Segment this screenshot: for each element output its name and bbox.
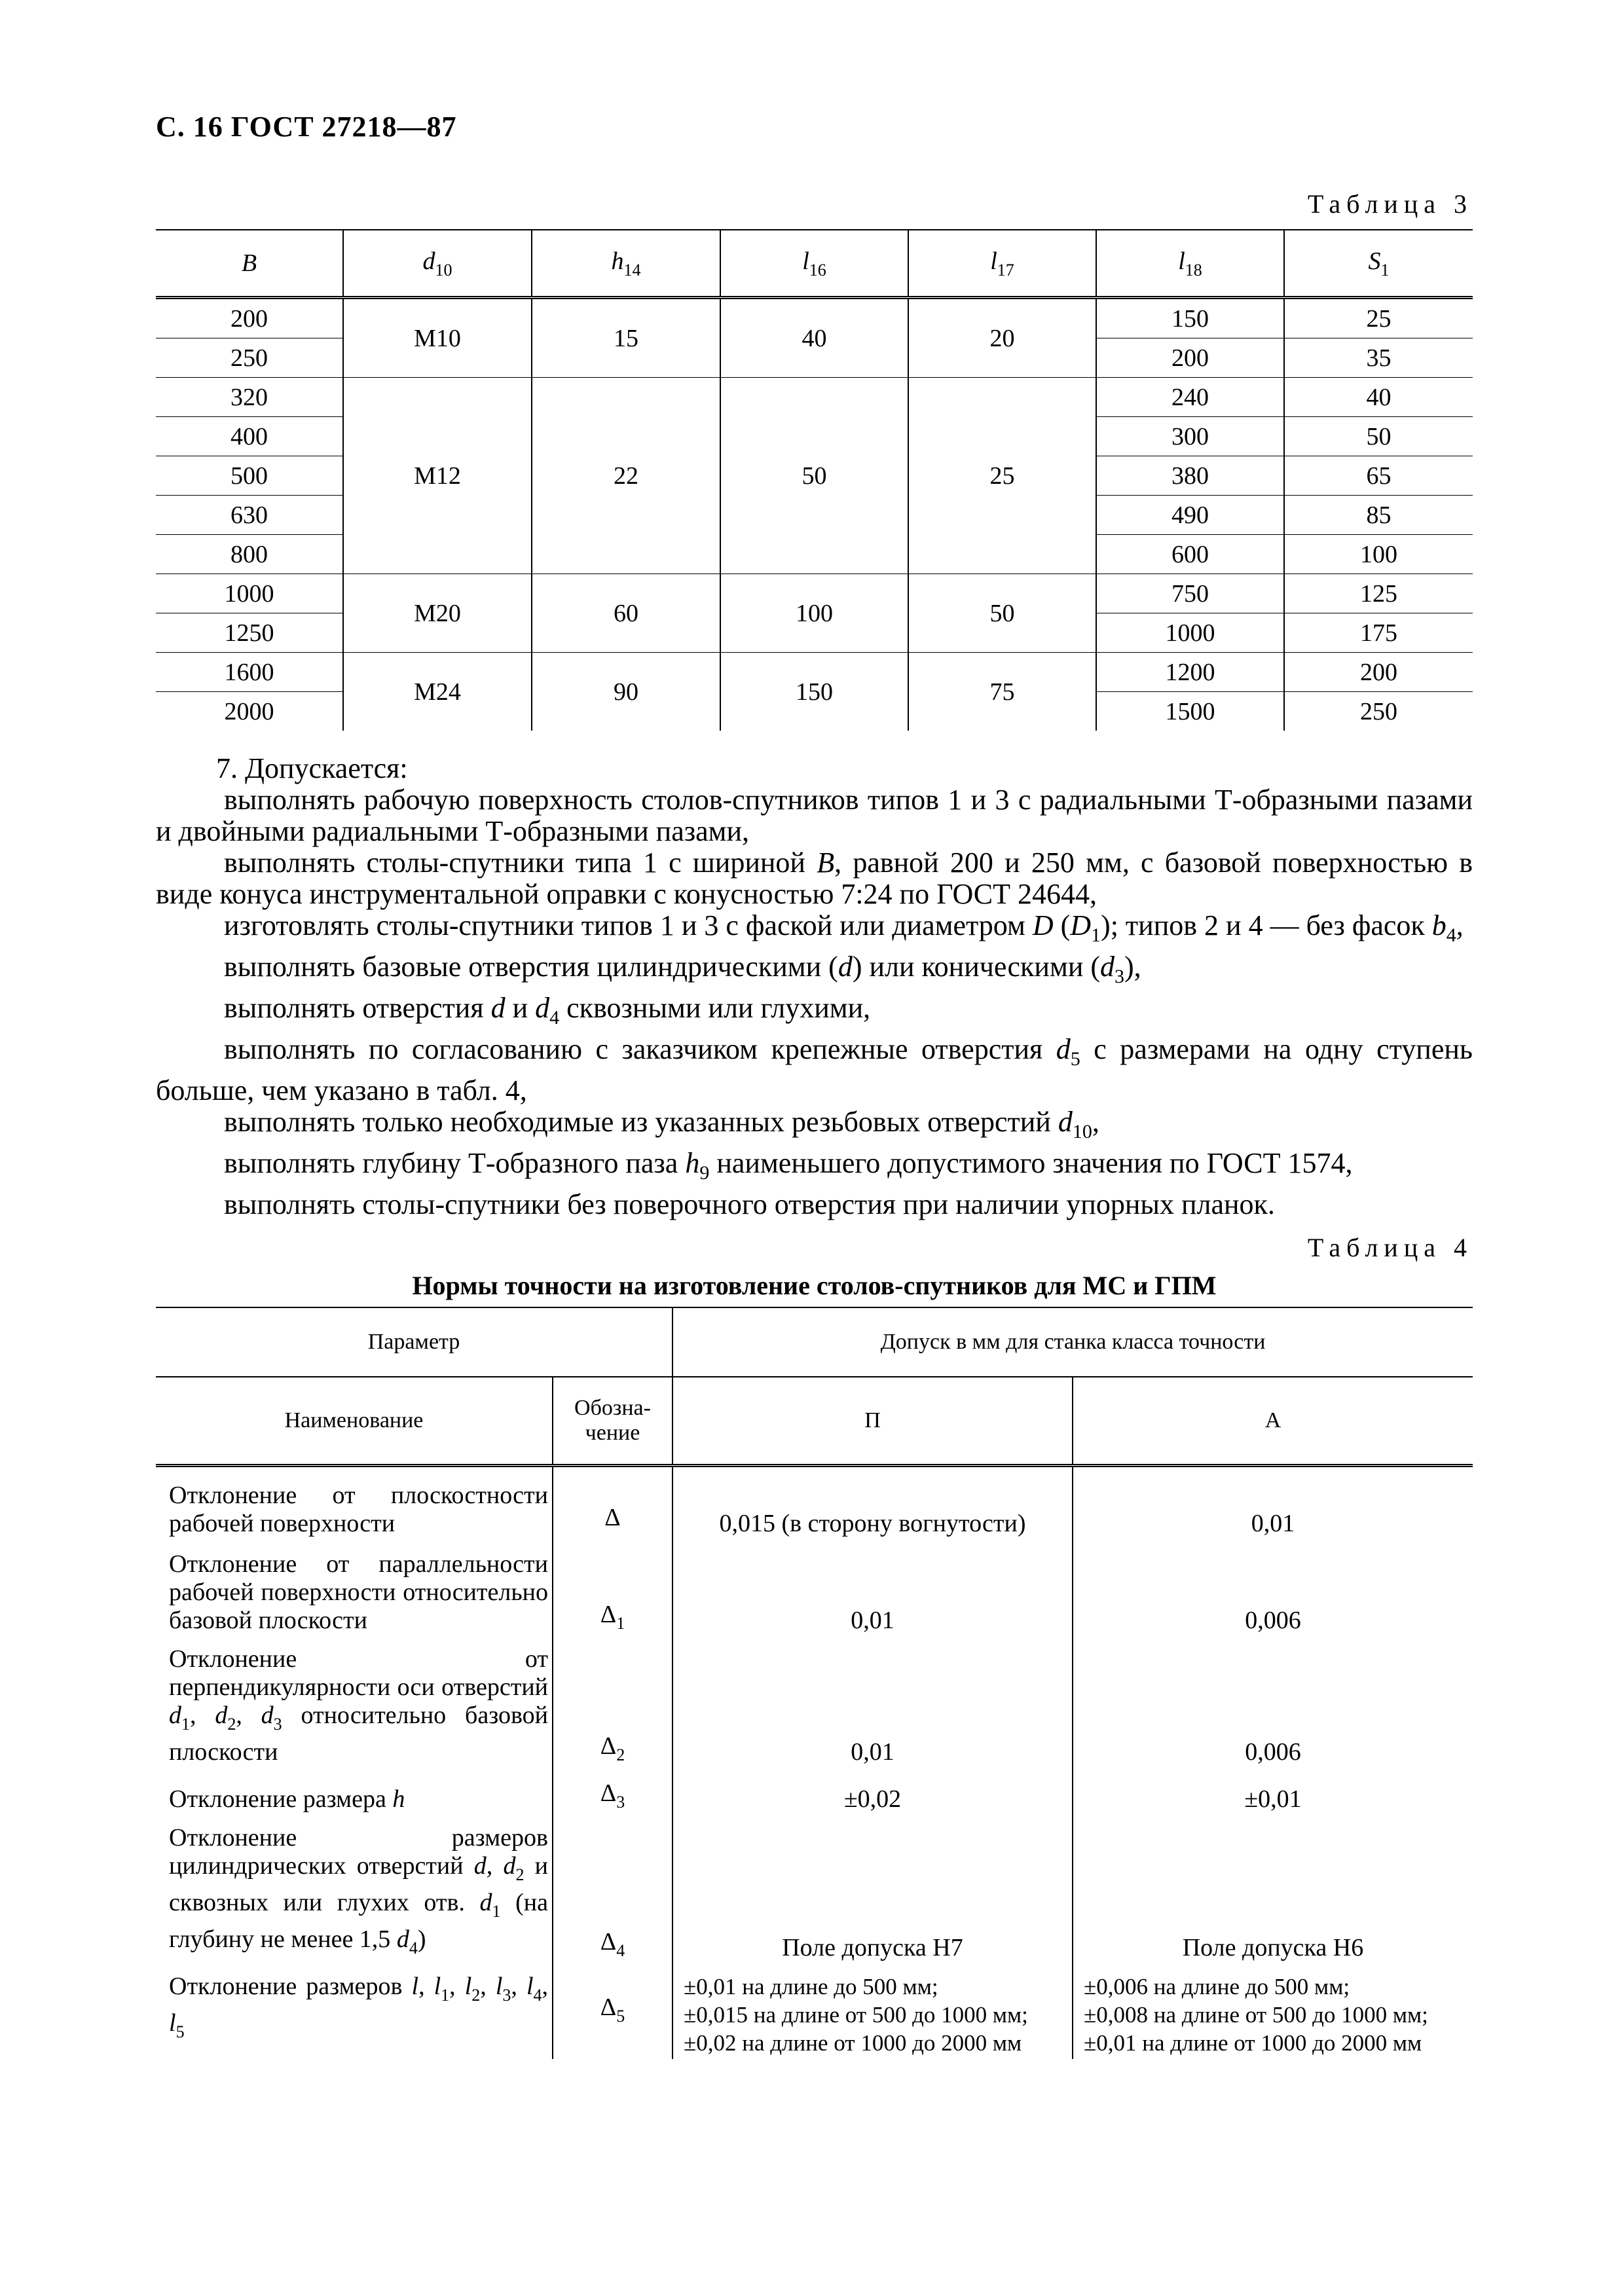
list-item: выполнять столы-спутники типа 1 с шириной B, равной 200 и 250 мм, с базовой поверхностью в виде конуса инструментальной оправки с конусностью 7:24 по ГОСТ 24644,: [156, 847, 1473, 910]
header-d10: $d_{10}$: [343, 230, 532, 298]
cell-S1: 35: [1284, 338, 1473, 378]
cell-l18: 240: [1096, 378, 1284, 417]
cell-S1: 125: [1284, 574, 1473, 613]
list-item: выполнять по согласованию с заказчиком крепежные отверстия $d_5$ с размерами на одну ступень больше, чем указано в табл. 4,: [156, 1033, 1473, 1106]
cell-l18: 1000: [1096, 613, 1284, 653]
list-item: выполнять столы-спутники без поверочного отверстия при наличии упорных планок.: [224, 1188, 1275, 1220]
cell-S1: 25: [1284, 298, 1473, 338]
table4-header-row: [156, 1307, 1473, 1377]
list-item: выполнять базовые отверстия цилиндрическими (d) или коническими $(d_3)$,: [224, 951, 1141, 987]
row-symbol: $\Delta_3$: [553, 1766, 673, 1813]
cell-S1: 175: [1284, 613, 1473, 653]
row-symbol: $\Delta_5$: [553, 1962, 673, 2059]
cell-d10: M20: [343, 574, 532, 653]
cell-B: 1250: [156, 613, 343, 653]
cell-B: 1600: [156, 653, 343, 692]
cell-h14: 22: [532, 378, 720, 574]
row-value-A: ±0,01: [1073, 1766, 1473, 1813]
list-item: изготовлять столы-спутники типов 1 и 3 с фаской или диаметром D $(D_1)$; типов 2 и 4 — без фасок $b_4$,: [224, 909, 1464, 946]
row-value-A: 0,006: [1073, 1538, 1473, 1635]
cell-l18: 150: [1096, 298, 1284, 338]
table-row: [156, 378, 1473, 417]
list-item: выполнять только необходимые из указанных резьбовых отверстий $d_{10}$,: [224, 1106, 1099, 1142]
header-parameter: Параметр: [156, 1307, 673, 1377]
table-row: [156, 1538, 1473, 1635]
header-h14: $h_{14}$: [532, 230, 720, 298]
table4-caption: Таблица 4: [1307, 1233, 1473, 1262]
list-item: выполнять рабочую поверхность столов-спутников типов 1 и 3 с радиальными Т-образными пазами и двойными радиальными Т-образными пазами,: [156, 784, 1473, 847]
section-7: [156, 753, 1473, 1220]
table-row: [156, 574, 1473, 613]
cell-h14: 15: [532, 298, 720, 378]
cell-l16: 150: [720, 653, 908, 731]
cell-l16: 40: [720, 298, 908, 378]
cell-B: 800: [156, 535, 343, 574]
header-l17: $l_{17}$: [908, 230, 1096, 298]
header-class-P: П: [673, 1377, 1073, 1466]
cell-d10: M10: [343, 298, 532, 378]
cell-d10: M24: [343, 653, 532, 731]
cell-l16: 50: [720, 378, 908, 574]
row-symbol: Δ: [553, 1466, 673, 1538]
row-name: Отклонение от перпендикулярности оси отверстий $d_1$, $d_2$, $d_3$ относительно базовой плоскости: [169, 1645, 549, 1766]
cell-B: 320: [156, 378, 343, 417]
row-name: Отклонение от плоскостности рабочей поверхности: [169, 1481, 548, 1537]
table-row: [156, 1466, 1473, 1538]
cell-B: 500: [156, 456, 343, 496]
row-value-P: Поле допуска H7: [673, 1813, 1073, 1962]
table-row: [156, 1635, 1473, 1766]
row-value-A: 0,006: [1073, 1635, 1473, 1766]
cell-B: 200: [156, 298, 343, 338]
table4-title: Нормы точности на изготовление столов-спутников для МС и ГПМ: [412, 1271, 1217, 1300]
cell-l18: 1200: [1096, 653, 1284, 692]
section-heading: 7. Допускается:: [216, 752, 408, 784]
table4-subheader-row: [156, 1377, 1473, 1466]
cell-l17: 75: [908, 653, 1096, 731]
row-symbol: $\Delta_1$: [553, 1538, 673, 1635]
cell-B: 2000: [224, 697, 274, 725]
row-value-A: Поле допуска H6: [1073, 1813, 1473, 1962]
cell-B: 400: [156, 417, 343, 456]
header-l18: $l_{18}$: [1096, 230, 1284, 298]
table4: [156, 1307, 1473, 2059]
list-item: выполнять отверстия d и $d_4$ сквозными или глухими,: [224, 992, 871, 1029]
table3-header-row: [156, 230, 1473, 298]
table3: [156, 229, 1473, 731]
cell-l18: 600: [1096, 535, 1284, 574]
cell-l18: 380: [1096, 456, 1284, 496]
table-row: [156, 653, 1473, 692]
header-class-A: А: [1073, 1377, 1473, 1466]
row-name: Отклонение размеров цилиндрических отверстий d, $d_2$ и сквозных или глухих отв. $d_1$ (на глубину не менее 1,5 $d_4$): [169, 1823, 548, 1958]
header-name: Наименование: [156, 1377, 553, 1466]
table-row: [156, 1962, 1473, 2059]
row-value-P: ±0,02: [673, 1766, 1073, 1813]
cell-S1: 100: [1284, 535, 1473, 574]
cell-d10: M12: [343, 378, 532, 574]
cell-l17: 50: [908, 574, 1096, 653]
table-row: [156, 1766, 1473, 1813]
cell-l18: 200: [1096, 338, 1284, 378]
cell-h14: 90: [532, 653, 720, 731]
row-value-P: ±0,01 на длине до 500 мм; ±0,015 на длине от 500 до 1000 мм; ±0,02 на длине от 1000 до 2000 мм: [673, 1962, 1073, 2059]
table-row: [156, 298, 1473, 338]
cell-l17: 20: [908, 298, 1096, 378]
row-value-P: 0,01: [673, 1538, 1073, 1635]
cell-S1: 50: [1284, 417, 1473, 456]
cell-B: 630: [156, 496, 343, 535]
list-item: выполнять глубину Т-образного паза $h_9$ наименьшего допустимого значения по ГОСТ 1574,: [224, 1147, 1353, 1184]
cell-l16: 100: [720, 574, 908, 653]
row-name: Отклонение размеров l, $l_1$, $l_2$, $l_3$, $l_4$, $l_5$: [169, 1972, 548, 2041]
cell-l18: 1500: [1096, 692, 1284, 731]
header-tolerance: Допуск в мм для станка класса точности: [673, 1307, 1473, 1377]
row-name: Отклонение размера h: [169, 1785, 405, 1813]
cell-S1: 40: [1284, 378, 1473, 417]
table3-caption: Таблица 3: [1307, 189, 1473, 219]
cell-S1: 200: [1284, 653, 1473, 692]
cell-B: 1000: [156, 574, 343, 613]
row-value-P: 0,015 (в сторону вогнутости): [673, 1466, 1073, 1538]
cell-S1: 250: [1284, 692, 1473, 731]
cell-l18: 750: [1096, 574, 1284, 613]
cell-h14: 60: [532, 574, 720, 653]
row-symbol: $\Delta_2$: [553, 1635, 673, 1766]
cell-B: 250: [156, 338, 343, 378]
table-row: [156, 1813, 1473, 1962]
row-symbol: $\Delta_4$: [553, 1813, 673, 1962]
cell-l18: 300: [1096, 417, 1284, 456]
page-header: С. 16 ГОСТ 27218—87: [156, 111, 457, 143]
header-l16: $l_{16}$: [720, 230, 908, 298]
cell-S1: 65: [1284, 456, 1473, 496]
row-name: Отклонение от параллельности рабочей поверхности относительно базовой плоскости: [169, 1550, 548, 1634]
header-S1: $S_1$: [1284, 230, 1473, 298]
row-value-A: 0,01: [1073, 1466, 1473, 1538]
row-value-P: 0,01: [673, 1635, 1073, 1766]
header-symbol: Обозна- чение: [553, 1377, 673, 1466]
cell-l18: 490: [1096, 496, 1284, 535]
header-B: B: [156, 230, 343, 298]
row-value-A: ±0,006 на длине до 500 мм; ±0,008 на длине от 500 до 1000 мм; ±0,01 на длине от 1000 до 2000 мм: [1073, 1962, 1473, 2059]
cell-l17: 25: [908, 378, 1096, 574]
cell-S1: 85: [1284, 496, 1473, 535]
